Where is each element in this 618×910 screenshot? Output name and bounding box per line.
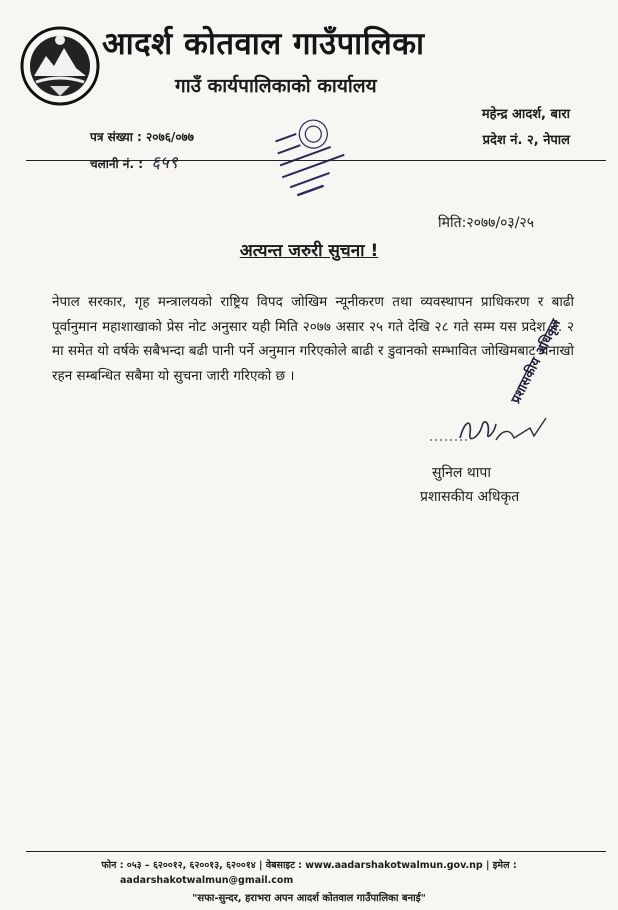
signatory-name: सुनिल थापा (432, 465, 491, 481)
letterhead-subtitle: गाउँ कार्यपालिकाको कार्यालय (175, 75, 377, 97)
letter-date: मिति:२०७७/०३/२५ (438, 215, 534, 231)
header-divider (26, 160, 606, 161)
notice-heading: अत्यन्त जरुरी सुचना ! (239, 241, 379, 261)
signatory-position: प्रशासकीय अधिकृत (420, 489, 520, 505)
letterhead-title: आदर्श कोतवाल गाउँपालिका (102, 26, 425, 62)
address-line-1: महेन्द्र आदर्श, बारा (481, 107, 570, 122)
municipality-logo (20, 26, 100, 106)
footer-slogan: "सफा-सुन्दर, हराभरा अपन आदर्श कोतवाल गाउँपालिका बनाई" (192, 893, 426, 904)
office-stamp (262, 108, 372, 198)
officer-seal: प्रशासकीय अधिकृत (508, 316, 565, 407)
address-line-2: प्रदेश नं. २, नेपाल (482, 133, 570, 148)
dispatch-number: ६५९ (151, 153, 178, 173)
footer-email: aadarshakotwalmun@gmail.com (120, 875, 294, 886)
notice-heading-row (0, 238, 618, 261)
dispatch-label: चलानी नं. : (90, 157, 144, 171)
notice-body: नेपाल सरकार, गृह मन्त्रालयको राष्ट्रिय विपद जोखिम न्यूनीकरण तथा व्यवस्थापन प्राधिकरण र बाढी पूर्वानुमान महाशाखाको प्रेस नोट अनुसार यही मिति २०७७ असार २५ गते देखि २८ गते सम्म यस प्रदेश नं. २ मा समेत यो वर्षके सबैभन्दा बढी पानी पर्ने अनुमान गरिएकोले बाढी र डुवानको सम्भावित जोखिमबाट चनाखो रहन सम्बन्धित सबैमा यो सुचना जारी गरिएको छ । (52, 294, 574, 384)
letter-number: पत्र संख्या : २०७६/०७७ (90, 130, 195, 144)
footer-contact: फोन : ०५३ – ६२००१२, ६२००१३, ६२००१४ | वेबसाइट : www.aadarshakotwalmun.gov.np | इमेल : (101, 860, 517, 871)
dispatch-number-row (90, 150, 178, 173)
footer-divider (26, 851, 606, 852)
